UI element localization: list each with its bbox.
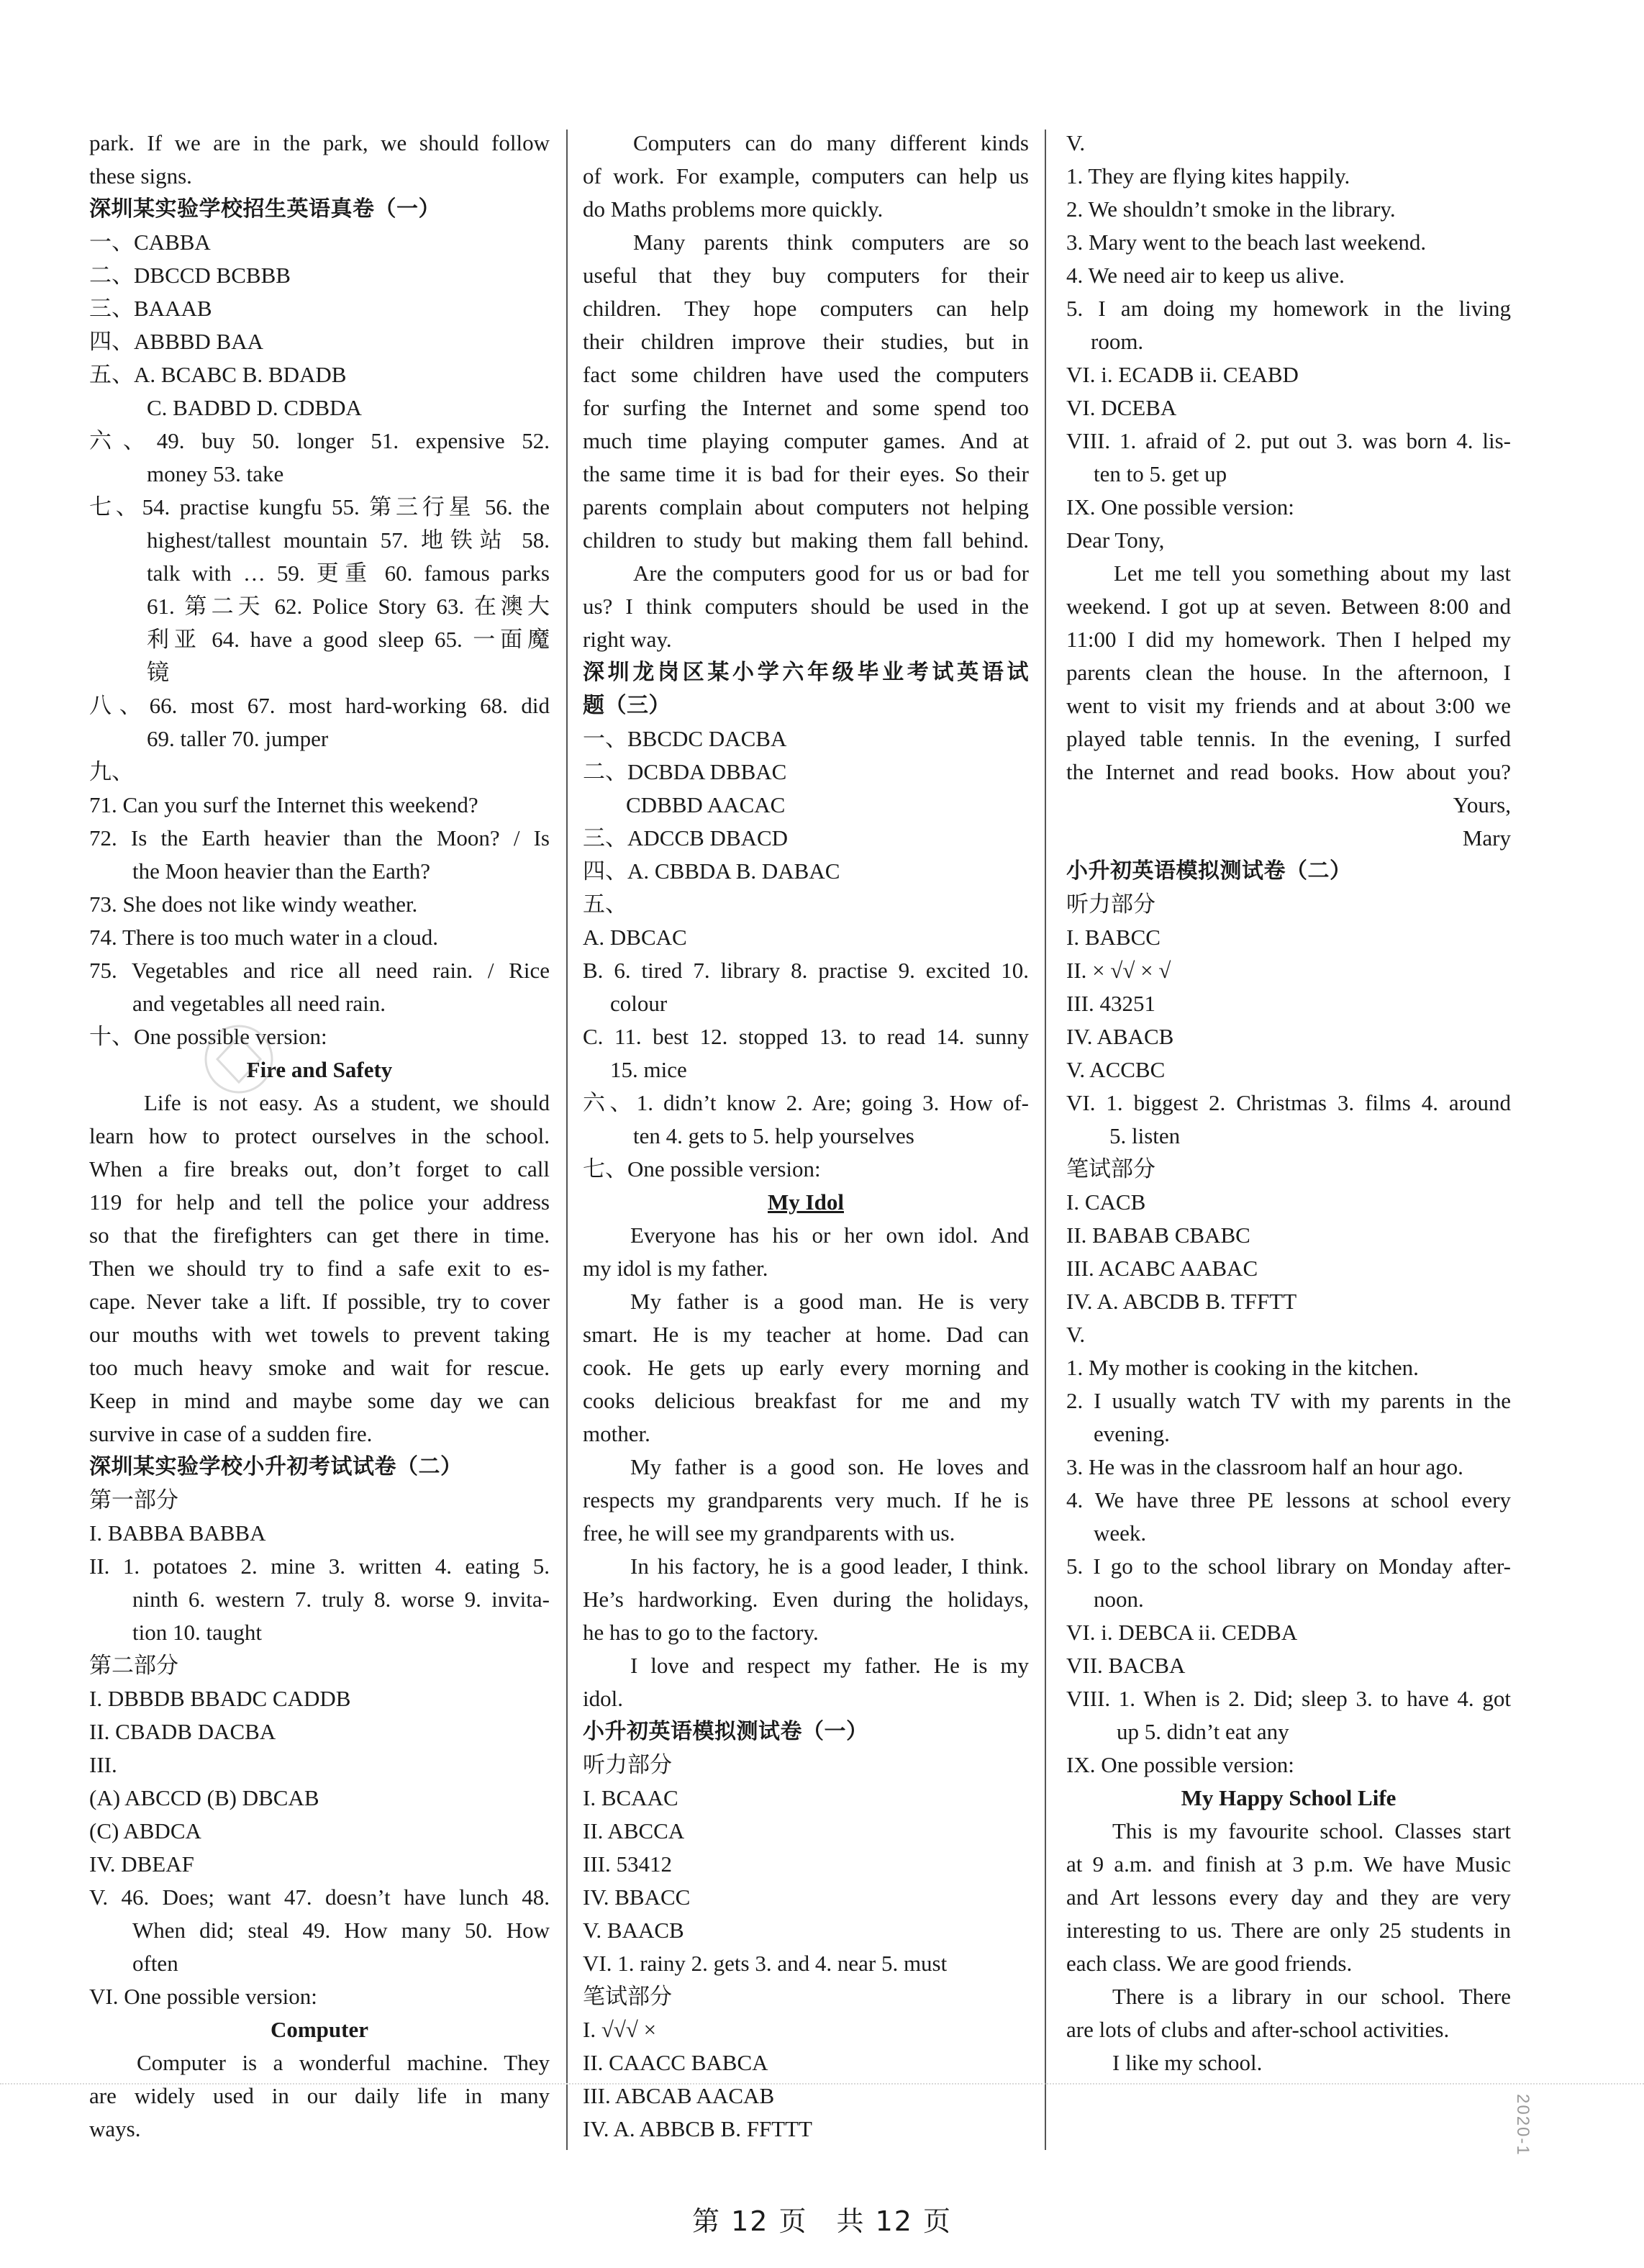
essay-line: so that the firefighters can get there in time. xyxy=(89,1223,550,1248)
essay-line: I like my school. xyxy=(1112,2050,1263,2075)
letter-line: parents clean the house. In the afternoon, I xyxy=(1066,660,1511,685)
answer-line: VIII. 1. afraid of 2. put out 3. was born 4. lis- xyxy=(1066,428,1511,453)
answer-line: 二、DBCCD BCBBB xyxy=(89,263,291,288)
answer-line: VI. i. ECADB ii. CEABD xyxy=(1066,362,1299,387)
answer-line: 镜 xyxy=(147,660,169,685)
essay-line: are widely used in our daily life in many xyxy=(89,2083,550,2108)
answer-line: II. 1. potatoes 2. mine 3. written 4. eating 5. xyxy=(89,1553,550,1579)
answer-line: V. ACCBC xyxy=(1066,1057,1166,1082)
answer-line: B. 6. tired 7. library 8. practise 9. excited 10. xyxy=(583,958,1029,983)
answer-line: tion 10. taught xyxy=(132,1620,262,1645)
essay-line: much time playing computer games. And at xyxy=(583,428,1029,453)
answer-line: C. 11. best 12. stopped 13. to read 14. sunny xyxy=(583,1024,1029,1049)
answer-line: When did; steal 49. How many 50. How xyxy=(132,1918,550,1943)
answer-line: IV. ABACB xyxy=(1066,1024,1174,1049)
essay-line: smart. He is my teacher at home. Dad can xyxy=(583,1322,1029,1347)
essay-line: idol. xyxy=(583,1686,623,1711)
essay-line: mother. xyxy=(583,1421,650,1446)
answer-column-2 xyxy=(583,127,1029,2146)
answer-line: III. ACABC AABAC xyxy=(1066,1256,1258,1281)
answer-line: 八、66. most 67. most hard-working 68. did xyxy=(89,693,550,718)
answer-line: evening. xyxy=(1094,1421,1170,1446)
answer-line: A. DBCAC xyxy=(583,925,687,950)
essay-line: respects my grandparents very much. If he is xyxy=(583,1487,1029,1512)
answer-line: III. 53412 xyxy=(583,1851,672,1877)
part-heading: 笔试部分 xyxy=(1066,1156,1155,1181)
part-heading: 听力部分 xyxy=(583,1752,672,1777)
text-line: these signs. xyxy=(89,163,192,189)
section-heading: 深圳龙岗区某小学六年级毕业考试英语试 xyxy=(583,660,1029,685)
answer-line: VI. 1. biggest 2. Christmas 3. films 4. around xyxy=(1066,1090,1511,1115)
essay-line: In his factory, he is a good leader, I think. xyxy=(630,1553,1029,1579)
part-heading: 听力部分 xyxy=(1066,892,1155,917)
letter-line: played table tennis. In the evening, I surfed xyxy=(1066,726,1511,751)
essay-line: Keep in mind and maybe some day we can xyxy=(89,1388,550,1413)
part-heading: 第二部分 xyxy=(89,1653,178,1678)
essay-title: My Happy School Life xyxy=(1181,1785,1397,1810)
answer-line: ten 4. gets to 5. help yourselves xyxy=(633,1123,914,1148)
answer-line: 2. We shouldn’t smoke in the library. xyxy=(1066,196,1396,222)
answer-line: 一、CABBA xyxy=(89,230,211,255)
essay-line: children to study but making them fall behind. xyxy=(583,527,1029,553)
essay-line: each class. We are good friends. xyxy=(1066,1951,1353,1976)
letter-line: Yours, xyxy=(1453,792,1511,817)
essay-line: useful that they buy computers for their xyxy=(583,263,1029,288)
page-footer: 第 12 页 共 12 页 xyxy=(691,2205,953,2237)
essay-line: too much heavy smoke and wait for rescue. xyxy=(89,1355,550,1380)
answer-line: 四、ABBBD BAA xyxy=(89,329,264,354)
essay-line: fact some children have used the computers xyxy=(583,362,1029,387)
answer-line: (C) ABDCA xyxy=(89,1818,201,1843)
essay-line: us? I think computers should be used in the xyxy=(583,594,1029,619)
answer-line: 5. listen xyxy=(1109,1123,1181,1148)
essay-line: Computers can do many different kinds xyxy=(633,130,1029,155)
answer-line: 4. We have three PE lessons at school every xyxy=(1066,1487,1511,1512)
essay-line: and Art lessons every day and they are very xyxy=(1066,1884,1511,1910)
answer-line: room. xyxy=(1091,329,1144,354)
essay-line: cape. Never take a lift. If possible, try to cover xyxy=(89,1289,550,1314)
column-divider-2 xyxy=(1045,130,1046,2150)
answer-line: 一、BBCDC DACBA xyxy=(583,726,787,751)
answer-line: 利亚 64. have a good sleep 65. 一面魔 xyxy=(147,627,550,652)
essay-title: My Idol xyxy=(768,1189,844,1215)
answer-line: 四、A. CBBDA B. DABAC xyxy=(583,858,840,884)
part-heading: 第一部分 xyxy=(89,1487,178,1512)
answer-line: I. CACB xyxy=(1066,1189,1146,1215)
answer-line: VI. DCEBA xyxy=(1066,395,1177,420)
answer-line: III. xyxy=(89,1752,117,1777)
answer-line: 三、ADCCB DBACD xyxy=(583,825,789,850)
essay-line: Everyone has his or her own idol. And xyxy=(630,1223,1029,1248)
answer-line: CDBBD AACAC xyxy=(626,792,786,817)
answer-line: II. × √√ × √ xyxy=(1066,958,1171,983)
answer-line: 3. He was in the classroom half an hour ago. xyxy=(1066,1454,1463,1479)
essay-line: Are the computers good for us or bad for xyxy=(633,561,1029,586)
answer-line: week. xyxy=(1094,1520,1147,1546)
essay-line: their children improve their studies, but in xyxy=(583,329,1029,354)
part-heading: 笔试部分 xyxy=(583,1984,672,2009)
text-line: park. If we are in the park, we should follow xyxy=(89,130,550,155)
essay-line: Computer is a wonderful machine. They xyxy=(137,2050,550,2075)
section-heading: 题（三） xyxy=(583,693,671,718)
answer-line: the Moon heavier than the Earth? xyxy=(132,858,431,884)
essay-line: my idol is my father. xyxy=(583,1256,768,1281)
answer-line: often xyxy=(132,1951,178,1976)
answer-line: V. xyxy=(1066,1322,1086,1347)
answer-line: 十、One possible version: xyxy=(89,1024,327,1049)
faint-stamp-watermark xyxy=(196,1016,282,1102)
essay-line: This is my favourite school. Classes start xyxy=(1112,1818,1511,1843)
letter-line: Dear Tony, xyxy=(1066,527,1165,553)
answer-line: 三、BAAAB xyxy=(89,296,212,321)
answer-line: 71. Can you surf the Internet this weekend? xyxy=(89,792,478,817)
answer-line: 五、 xyxy=(583,892,627,917)
answer-line: III. 43251 xyxy=(1066,991,1155,1016)
answer-line: up 5. didn’t eat any xyxy=(1117,1719,1289,1744)
essay-title: Computer xyxy=(270,2017,369,2042)
section-heading: 深圳某实验学校小升初考试试卷（二） xyxy=(89,1454,463,1479)
answer-line: VI. i. DEBCA ii. CEDBA xyxy=(1066,1620,1298,1645)
essay-line: ways. xyxy=(89,2116,141,2141)
answer-line: I. BABCC xyxy=(1066,925,1161,950)
answer-line: money 53. take xyxy=(147,461,284,486)
answer-line: II. ABCCA xyxy=(583,1818,685,1843)
essay-line: My father is a good man. He is very xyxy=(630,1289,1029,1314)
answer-line: (A) ABCCD (B) DBCAB xyxy=(89,1785,319,1810)
answer-line: noon. xyxy=(1094,1587,1144,1612)
essay-line: he has to go to the factory. xyxy=(583,1620,819,1645)
essay-line: of work. For example, computers can help us xyxy=(583,163,1029,189)
answer-line: V. xyxy=(1066,130,1086,155)
essay-line: free, he will see my grandparents with us. xyxy=(583,1520,955,1546)
essay-line: the same time it is bad for their eyes. So their xyxy=(583,461,1029,486)
answer-column-3 xyxy=(1066,127,1511,2079)
letter-line: Mary xyxy=(1462,825,1511,850)
letter-line: Let me tell you something about my last xyxy=(1114,561,1511,586)
essay-line: cooks delicious breakfast for me and my xyxy=(583,1388,1029,1413)
essay-line: My father is a good son. He loves and xyxy=(630,1454,1029,1479)
section-heading: 小升初英语模拟测试卷（一） xyxy=(583,1719,868,1744)
essay-line: at 9 a.m. and finish at 3 p.m. We have Music xyxy=(1066,1851,1511,1877)
answer-line: 七、One possible version: xyxy=(583,1156,821,1181)
answer-line: IV. BBACC xyxy=(583,1884,691,1910)
answer-line: highest/tallest mountain 57. 地铁站 58. xyxy=(147,527,550,553)
letter-line: the Internet and read books. How about you? xyxy=(1066,759,1511,784)
answer-line: 73. She does not like windy weather. xyxy=(89,892,418,917)
answer-line: I. BCAAC xyxy=(583,1785,678,1810)
answer-line: 六、1. didn’t know 2. Are; going 3. How of- xyxy=(583,1090,1029,1115)
answer-line: II. CBADB DACBA xyxy=(89,1719,276,1744)
answer-line: IV. DBEAF xyxy=(89,1851,194,1877)
answer-line: and vegetables all need rain. xyxy=(132,991,386,1016)
essay-line: Life is not easy. As a student, we should xyxy=(144,1090,550,1115)
answer-line: II. CAACC BABCA xyxy=(583,2050,768,2075)
section-heading: 小升初英语模拟测试卷（二） xyxy=(1066,858,1352,884)
section-heading: 深圳某实验学校招生英语真卷（一） xyxy=(89,196,440,222)
answer-line: IX. One possible version: xyxy=(1066,494,1294,520)
answer-line: 五、A. BCABC B. BDADB xyxy=(89,362,347,387)
answer-line: V. 46. Does; want 47. doesn’t have lunch 48. xyxy=(89,1884,550,1910)
answer-line: 二、DCBDA DBBAC xyxy=(583,759,787,784)
essay-line: When a fire breaks out, don’t forget to call xyxy=(89,1156,550,1181)
answer-line: I. BABBA BABBA xyxy=(89,1520,266,1546)
answer-line: 1. They are flying kites happily. xyxy=(1066,163,1350,189)
essay-line: Many parents think computers are so xyxy=(633,230,1029,255)
answer-line: talk with … 59. 更重 60. famous parks xyxy=(147,561,550,586)
answer-line: 5. I go to the school library on Monday after- xyxy=(1066,1553,1511,1579)
essay-line: right way. xyxy=(583,627,672,652)
answer-line: VI. One possible version: xyxy=(89,1984,317,2009)
letter-line: weekend. I got up at seven. Between 8:00 and xyxy=(1066,594,1511,619)
essay-line: cook. He gets up early every morning and xyxy=(583,1355,1029,1380)
answer-line: colour xyxy=(610,991,668,1016)
answer-line: VI. 1. rainy 2. gets 3. and 4. near 5. must xyxy=(583,1951,948,1976)
essay-line: survive in case of a sudden fire. xyxy=(89,1421,373,1446)
essay-line: He’s hardworking. Even during the holidays, xyxy=(583,1587,1029,1612)
answer-line: 69. taller 70. jumper xyxy=(147,726,329,751)
answer-line: III. ABCAB AACAB xyxy=(583,2083,775,2108)
essay-line: parents complain about computers not helping xyxy=(583,494,1029,520)
answer-line: 75. Vegetables and rice all need rain. / Rice xyxy=(89,958,550,983)
answer-line: IX. One possible version: xyxy=(1066,1752,1294,1777)
answer-line: C. BADBD D. CDBDA xyxy=(147,395,362,420)
essay-line: interesting to us. There are only 25 students in xyxy=(1066,1918,1511,1943)
essay-line: There is a library in our school. There xyxy=(1112,1984,1511,2009)
answer-line: 5. I am doing my homework in the living xyxy=(1066,296,1511,321)
answer-line: ninth 6. western 7. truly 8. worse 9. invita- xyxy=(132,1587,550,1612)
essay-line: Then we should try to find a safe exit to es- xyxy=(89,1256,550,1281)
answer-line: 六、49. buy 50. longer 51. expensive 52. xyxy=(89,428,550,453)
answer-line: 2. I usually watch TV with my parents in the xyxy=(1066,1388,1511,1413)
answer-line: I. DBBDB BBADC CADDB xyxy=(89,1686,351,1711)
answer-line: 15. mice xyxy=(610,1057,687,1082)
essay-line: 119 for help and tell the police your address xyxy=(89,1189,550,1215)
essay-line: I love and respect my father. He is my xyxy=(630,1653,1029,1678)
answer-line: 72. Is the Earth heavier than the Moon? / Is xyxy=(89,825,550,850)
essay-title: Fire and Safety xyxy=(246,1057,393,1082)
answer-line: II. BABAB CBABC xyxy=(1066,1223,1250,1248)
answer-line: 61. 第二天 62. Police Story 63. 在澳大 xyxy=(147,594,550,619)
answer-line: I. √√√ × xyxy=(583,2017,657,2042)
answer-line: V. BAACB xyxy=(583,1918,684,1943)
answer-line: VIII. 1. When is 2. Did; sleep 3. to have 4. got xyxy=(1066,1686,1511,1711)
answer-line: 九、 xyxy=(89,759,134,784)
side-print-code: 2020-1 xyxy=(1513,2094,1532,2156)
letter-line: 11:00 I did my homework. Then I helped my xyxy=(1066,627,1511,652)
answer-line: 4. We need air to keep us alive. xyxy=(1066,263,1345,288)
answer-line: IV. A. ABBCB B. FFTTT xyxy=(583,2116,812,2141)
answer-line: 七、54. practise kungfu 55. 第三行星 56. the xyxy=(89,494,550,520)
letter-line: went to visit my friends and at about 3:00 we xyxy=(1066,693,1511,718)
essay-line: our mouths with wet towels to prevent taking xyxy=(89,1322,550,1347)
answer-line: ten to 5. get up xyxy=(1094,461,1227,486)
essay-line: are lots of clubs and after-school activities. xyxy=(1066,2017,1450,2042)
answer-line: 1. My mother is cooking in the kitchen. xyxy=(1066,1355,1419,1380)
answer-line: 74. There is too much water in a cloud. xyxy=(89,925,438,950)
answer-column-1 xyxy=(89,127,550,2146)
answer-line: 3. Mary went to the beach last weekend. xyxy=(1066,230,1427,255)
essay-line: for surfing the Internet and some spend too xyxy=(583,395,1029,420)
essay-line: learn how to protect ourselves in the school. xyxy=(89,1123,550,1148)
answer-line: IV. A. ABCDB B. TFFTT xyxy=(1066,1289,1297,1314)
answer-line: VII. BACBA xyxy=(1066,1653,1186,1678)
essay-line: children. They hope computers can help xyxy=(583,296,1029,321)
essay-line: do Maths problems more quickly. xyxy=(583,196,884,222)
column-divider-1 xyxy=(566,130,568,2150)
